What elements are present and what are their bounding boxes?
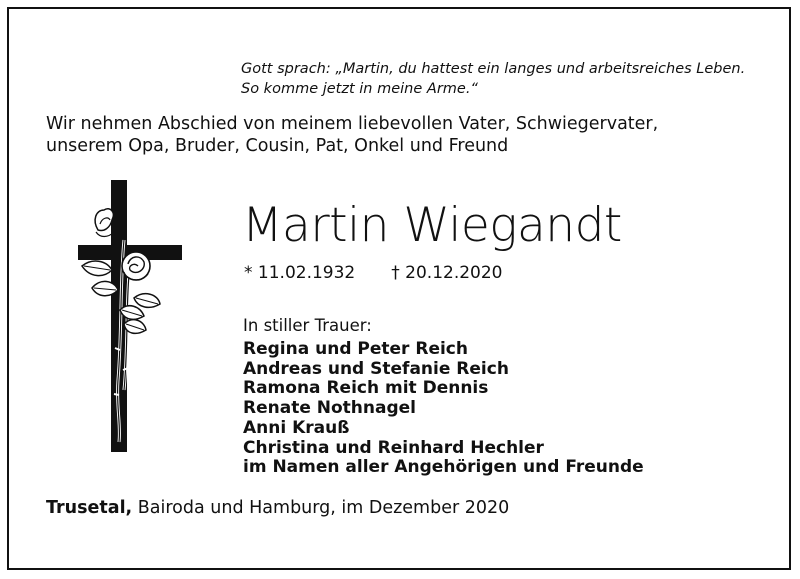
quote-block xyxy=(241,59,761,99)
cross-with-rose-icon xyxy=(74,180,186,452)
footer-rest: Bairoda und Hamburg, im Dezember 2020 xyxy=(132,498,510,518)
mourning-label: In stiller Trauer: xyxy=(243,316,372,335)
quote-line-2: So komme jetzt in meine Arme.“ xyxy=(241,81,478,97)
mourner-line: Renate Nothnagel xyxy=(243,398,417,419)
mourners-list xyxy=(243,340,644,478)
place-and-date xyxy=(46,497,509,519)
birth-date: * 11.02.1932 xyxy=(244,263,356,283)
intro-line-2: unserem Opa, Bruder, Cousin, Pat, Onkel und Freund xyxy=(46,136,509,156)
death-date: † 20.12.2020 xyxy=(391,263,503,283)
mourner-line: Regina und Peter Reich xyxy=(243,339,468,359)
mourner-line: im Namen aller Angehörigen und Freunde xyxy=(243,457,644,478)
life-dates xyxy=(244,262,503,284)
intro-line-1: Wir nehmen Abschied von meinem liebevollen Vater, Schwiegervater, xyxy=(46,114,659,134)
mourner-line: Anni Krauß xyxy=(243,417,350,438)
deceased-name: Martin Wiegandt xyxy=(242,198,622,253)
footer-town: Trusetal, xyxy=(46,498,133,518)
quote-line-1: Gott sprach: „Martin, du hattest ein langes und arbeitsreiches Leben. xyxy=(241,61,746,77)
mourner-line: Christina und Reinhard Hechler xyxy=(243,437,544,458)
intro-text xyxy=(46,113,658,157)
mourner-line: Ramona Reich mit Dennis xyxy=(243,378,489,399)
mourner-line: Andreas und Stefanie Reich xyxy=(243,358,509,379)
